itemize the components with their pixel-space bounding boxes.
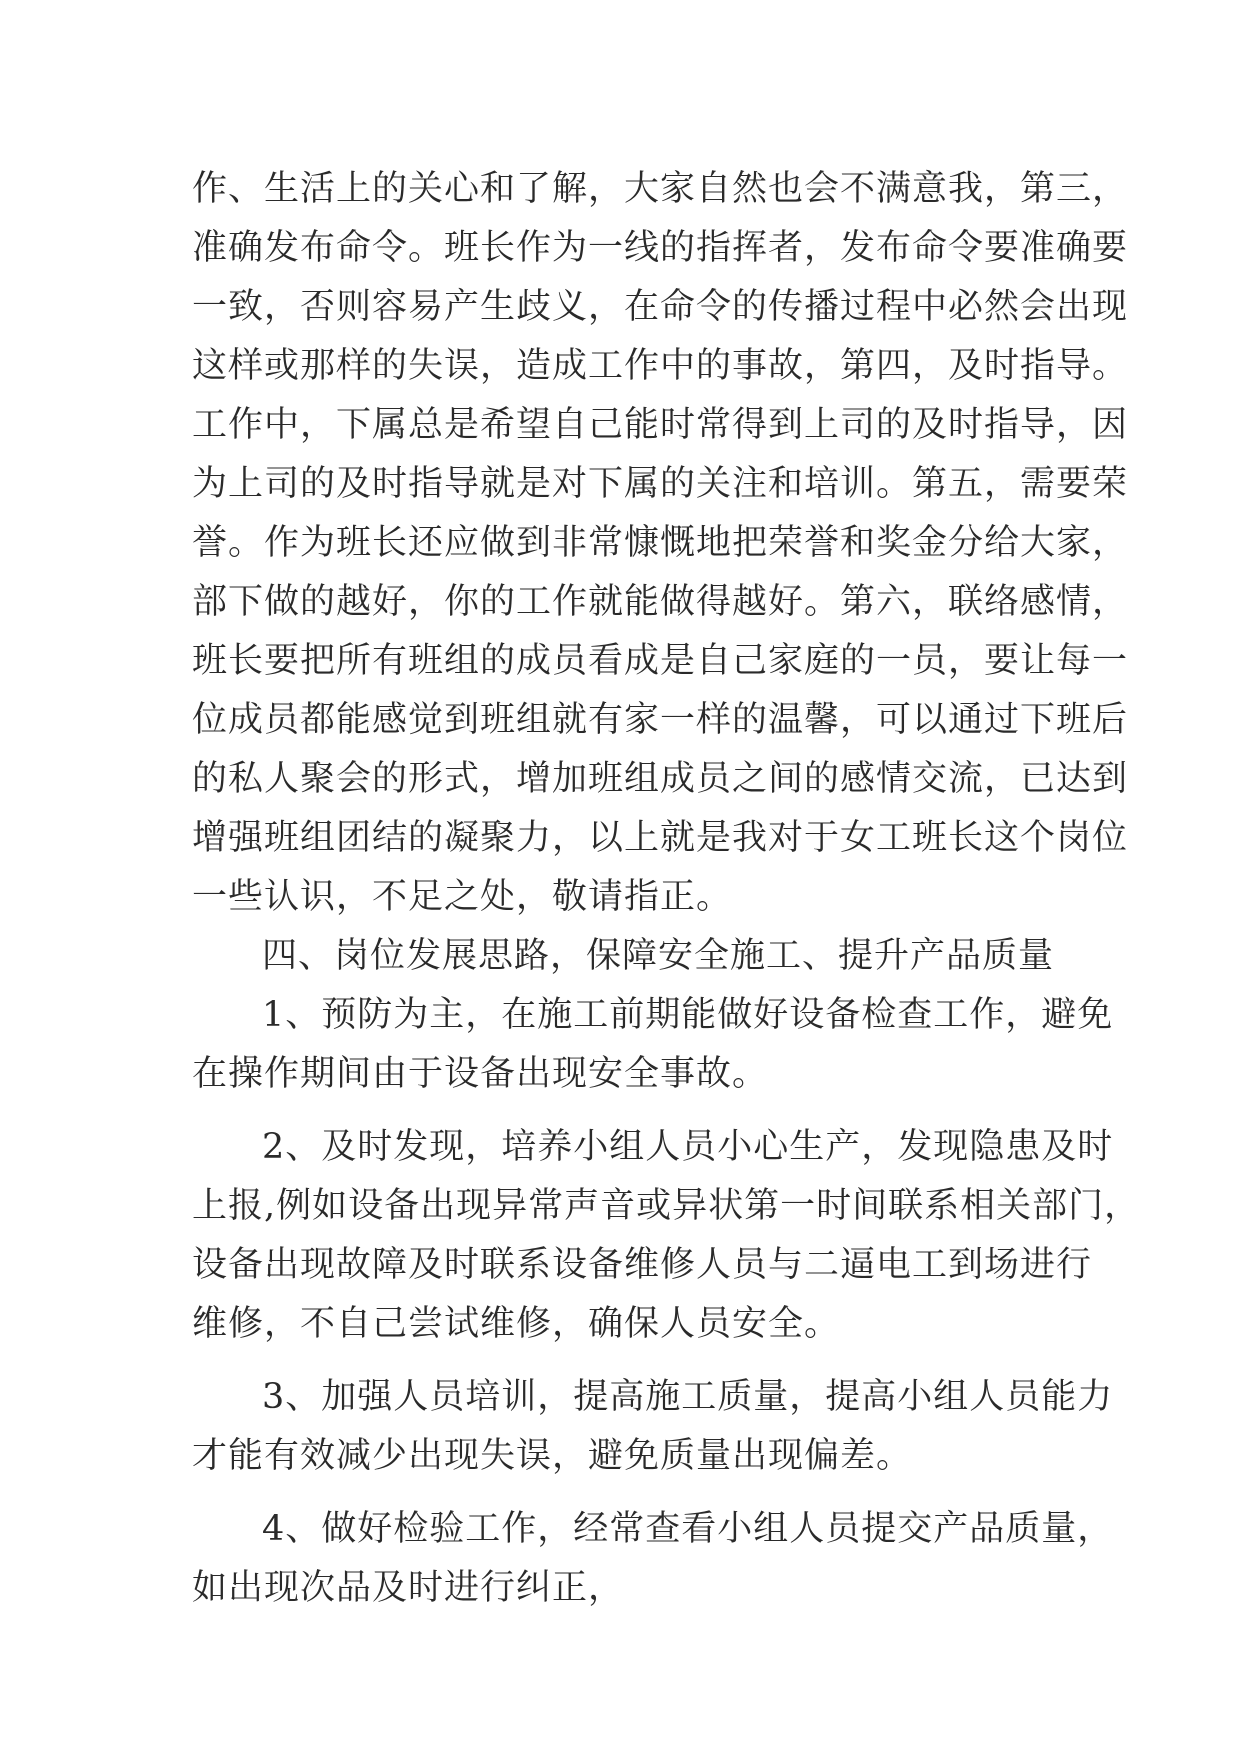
list-item-line: 2、及时发现，培养小组人员小心生产，发现隐患及时 [262,1127,1114,1167]
body-line: 一些认识，不足之处，敬请指正。 [192,877,733,917]
list-item-line: 4、做好检验工作，经常查看小组人员提交产品质量， [262,1509,1114,1549]
list-item-line: 才能有效减少出现失误，避免质量出现偏差。 [192,1436,913,1476]
body-line: 为上司的及时指导就是对下属的关注和培训。第五，需要荣 [192,464,1129,504]
body-line: 准确发布命令。班长作为一线的指挥者，发布命令要准确要 [192,228,1129,268]
body-line: 作、生活上的关心和了解，大家自然也会不满意我，第三， [192,169,1129,209]
body-line: 部下做的越好，你的工作就能做得越好。第六，联络感情， [192,582,1129,622]
section-heading: 四、岗位发展思路，保障安全施工、提升产品质量 [262,936,1055,976]
document-body [192,160,1141,1618]
list-item-line: 在操作期间由于设备出现安全事故。 [192,1054,769,1094]
list-item-line: 上报,例如设备出现异常声音或异状第一时间联系相关部门， [192,1186,1141,1226]
list-item-2 [192,1118,1141,1354]
body-line: 增强班组团结的凝聚力，以上就是我对于女工班长这个岗位 [192,818,1129,858]
list-item-line: 维修，不自己尝试维修，确保人员安全。 [192,1304,841,1344]
list-item-line: 1、预防为主，在施工前期能做好设备检查工作，避免 [262,995,1114,1035]
list-item-3 [192,1368,1114,1486]
list-item-line: 如出现次品及时进行纠正， [192,1568,625,1608]
body-line: 的私人聚会的形式，增加班组成员之间的感情交流，已达到 [192,759,1129,799]
list-item-1 [192,986,1114,1104]
list-item-line: 3、加强人员培训，提高施工质量，提高小组人员能力 [262,1377,1114,1417]
body-line: 誉。作为班长还应做到非常慷慨地把荣誉和奖金分给大家， [192,523,1129,563]
list-item-4 [192,1500,1114,1618]
body-line: 一致，否则容易产生歧义，在命令的传播过程中必然会出现 [192,287,1129,327]
body-line: 这样或那样的失误，造成工作中的事故，第四，及时指导。 [192,346,1129,386]
body-line: 工作中，下属总是希望自己能时常得到上司的及时指导，因 [192,405,1129,445]
list-item-line: 设备出现故障及时联系设备维修人员与二逼电工到场进行 [192,1245,1093,1285]
body-line: 班长要把所有班组的成员看成是自己家庭的一员，要让每一 [192,641,1129,681]
body-line: 位成员都能感觉到班组就有家一样的温馨，可以通过下班后 [192,700,1129,740]
